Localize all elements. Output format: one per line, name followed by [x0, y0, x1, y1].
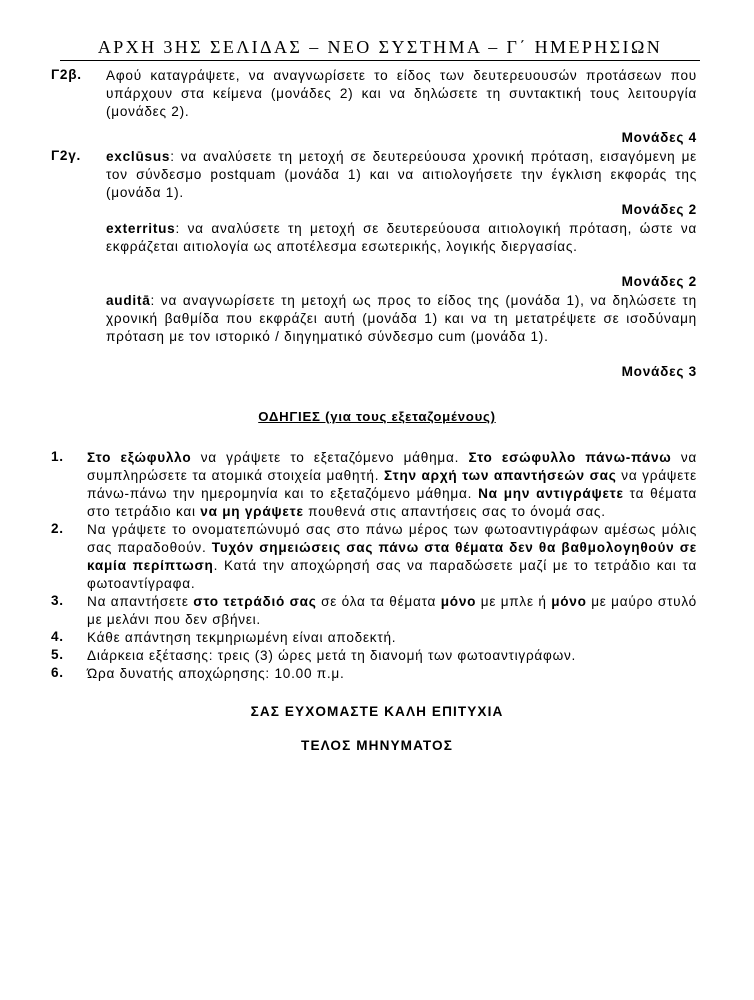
instruction-run: Να απαντήσετε — [87, 594, 194, 609]
instruction-run: να γράψετε πάνω-πάνω την ημερομηνία και το εξεταζόμενο μάθημα. — [87, 468, 697, 501]
instruction-number: 6. — [51, 665, 64, 680]
instruction-run: με μαύρο στυλό με μελάνι που δεν σβήνει. — [87, 594, 697, 627]
instruction-number: 3. — [51, 593, 64, 608]
latin-word: auditā — [106, 293, 151, 308]
latin-word: exterritus — [106, 221, 176, 236]
marks-row — [51, 130, 697, 148]
instruction-text — [87, 629, 697, 647]
marks-row — [51, 364, 697, 382]
question-marks: Μονάδες 2 — [621, 274, 697, 289]
instruction-item — [51, 647, 697, 665]
question-text — [106, 292, 697, 346]
instruction-number: 4. — [51, 629, 64, 644]
instruction-text — [87, 647, 697, 665]
emphasis-text: Στην αρχή των απαντήσεών σας — [383, 468, 617, 483]
instructions-title: ΟΔΗΓΙΕΣ (για τους εξεταζομένους) — [258, 409, 496, 424]
header-underline — [60, 60, 700, 61]
instruction-number: 1. — [51, 449, 64, 464]
question-marks: Μονάδες 3 — [621, 364, 697, 379]
instruction-run: σε όλα τα θέματα — [316, 594, 441, 609]
question-g2b — [51, 67, 697, 121]
emphasis-text: Να μην αντιγράψετε — [478, 486, 624, 501]
instruction-run: πουθενά στις απαντήσεις σας το όνομά σας. — [303, 504, 606, 519]
question-text — [106, 220, 697, 256]
question-label: Γ2γ. — [51, 148, 82, 163]
instruction-item — [51, 449, 697, 521]
emphasis-text: να μη γράψετε — [200, 504, 304, 519]
page-header-title: ΑΡΧΗ 3ΗΣ ΣΕΛΙΔΑΣ – ΝΕΟ ΣΥΣΤΗΜΑ – Γ΄ ΗΜΕΡΗΣΙΩΝ — [97, 37, 663, 57]
question-body: : να αναγνωρίσετε τη μετοχή ως προς το είδος της (μονάδα 1), να δηλώσετε τη χρονική βαθμίδα που εκφράζει αυτή (μονάδα 1) και να τη μετατρέψετε σε ισοδύναμη πρόταση με τον ιστορικό / διηγηματικό σύνδεσμο cum (μονάδα 1). — [106, 293, 697, 344]
instruction-run: με μπλε ή — [476, 594, 552, 609]
instruction-item — [51, 593, 697, 629]
question-marks: Μονάδες 2 — [621, 202, 697, 217]
instruction-run: . Κατά την αποχώρησή σας να παραδώσετε μαζί με το τετράδιο και τα φωτοαντίγραφα. — [87, 558, 697, 591]
instruction-text — [87, 665, 697, 683]
instruction-run: τα θέματα στο τετράδιο και — [87, 486, 697, 519]
question-text: Αφού καταγράψετε, να αναγνωρίσετε το είδος των δευτερευουσών προτάσεων που υπάρχουν στα κείμενα (μονάδες 2) και να δηλώσετε τη συντακτική τους λειτουργία (μονάδες 2). — [106, 68, 697, 119]
subquestion-audita — [51, 292, 697, 346]
instruction-run: να συμπληρώσετε τα ατομικά στοιχεία μαθητή. — [87, 450, 697, 483]
instruction-item — [51, 629, 697, 647]
instruction-run: να γράψετε το εξεταζόμενο μάθημα. — [191, 450, 469, 465]
question-g2c — [51, 148, 697, 202]
instructions-list — [51, 449, 697, 683]
latin-word: exclūsus — [106, 149, 171, 164]
instruction-text — [87, 521, 697, 593]
emphasis-text: στο τετράδιό σας — [193, 594, 317, 609]
instruction-number: 2. — [51, 521, 64, 536]
instruction-item — [51, 665, 697, 683]
emphasis-text: μόνο — [551, 594, 587, 609]
emphasis-text: Τυχόν σημειώσεις σας πάνω στα θέματα δεν θα βαθμολογηθούν σε καμία περίπτωση — [87, 540, 697, 573]
instruction-run: Να γράψετε το ονοματεπώνυμό σας στο πάνω μέρος των φωτοαντιγράφων αμέσως μόλις σας παραδοθούν. — [87, 522, 697, 555]
question-body: : να αναλύσετε τη μετοχή σε δευτερεύουσα χρονική πρόταση, εισαγόμενη με τον σύνδεσμο postquam (μονάδα 1) και να αιτιολογήσετε την έγκλιση εκφοράς της (μονάδα 1). — [106, 149, 697, 200]
instruction-run: Ώρα δυνατής αποχώρησης: 10.00 π.μ. — [87, 666, 345, 681]
subquestion-exterritus — [51, 220, 697, 256]
instruction-number: 5. — [51, 647, 64, 662]
emphasis-text: Στο εσώφυλλο πάνω-πάνω — [468, 450, 672, 465]
instruction-run: Διάρκεια εξέτασης: τρεις (3) ώρες μετά τη διανομή των φωτοαντιγράφων. — [87, 648, 577, 663]
instruction-item — [51, 521, 697, 593]
marks-row — [51, 202, 697, 220]
instruction-run: Κάθε απάντηση τεκμηριωμένη είναι αποδεκτή. — [87, 630, 397, 645]
instruction-text — [87, 449, 697, 521]
question-label: Γ2β. — [51, 67, 82, 82]
emphasis-text: Στο εξώφυλλο — [87, 450, 192, 465]
marks-row — [51, 274, 697, 292]
question-text — [106, 148, 697, 202]
emphasis-text: μόνο — [440, 594, 477, 609]
end-of-message: ΤΕΛΟΣ ΜΗΝΥΜΑΤΟΣ — [301, 738, 453, 753]
question-body: : να αναλύσετε τη μετοχή σε δευτερεύουσα αιτιολογική πρόταση, ώστε να εκφράζεται αιτιολογία ως αποτέλεσμα εσωτερικής, λογικής διεργασίας. — [106, 221, 697, 254]
closing-wish: ΣΑΣ ΕΥΧΟΜΑΣΤΕ ΚΑΛΗ ΕΠΙΤΥΧΙΑ — [250, 704, 504, 719]
instruction-text — [87, 593, 697, 629]
question-marks: Μονάδες 4 — [621, 130, 697, 145]
